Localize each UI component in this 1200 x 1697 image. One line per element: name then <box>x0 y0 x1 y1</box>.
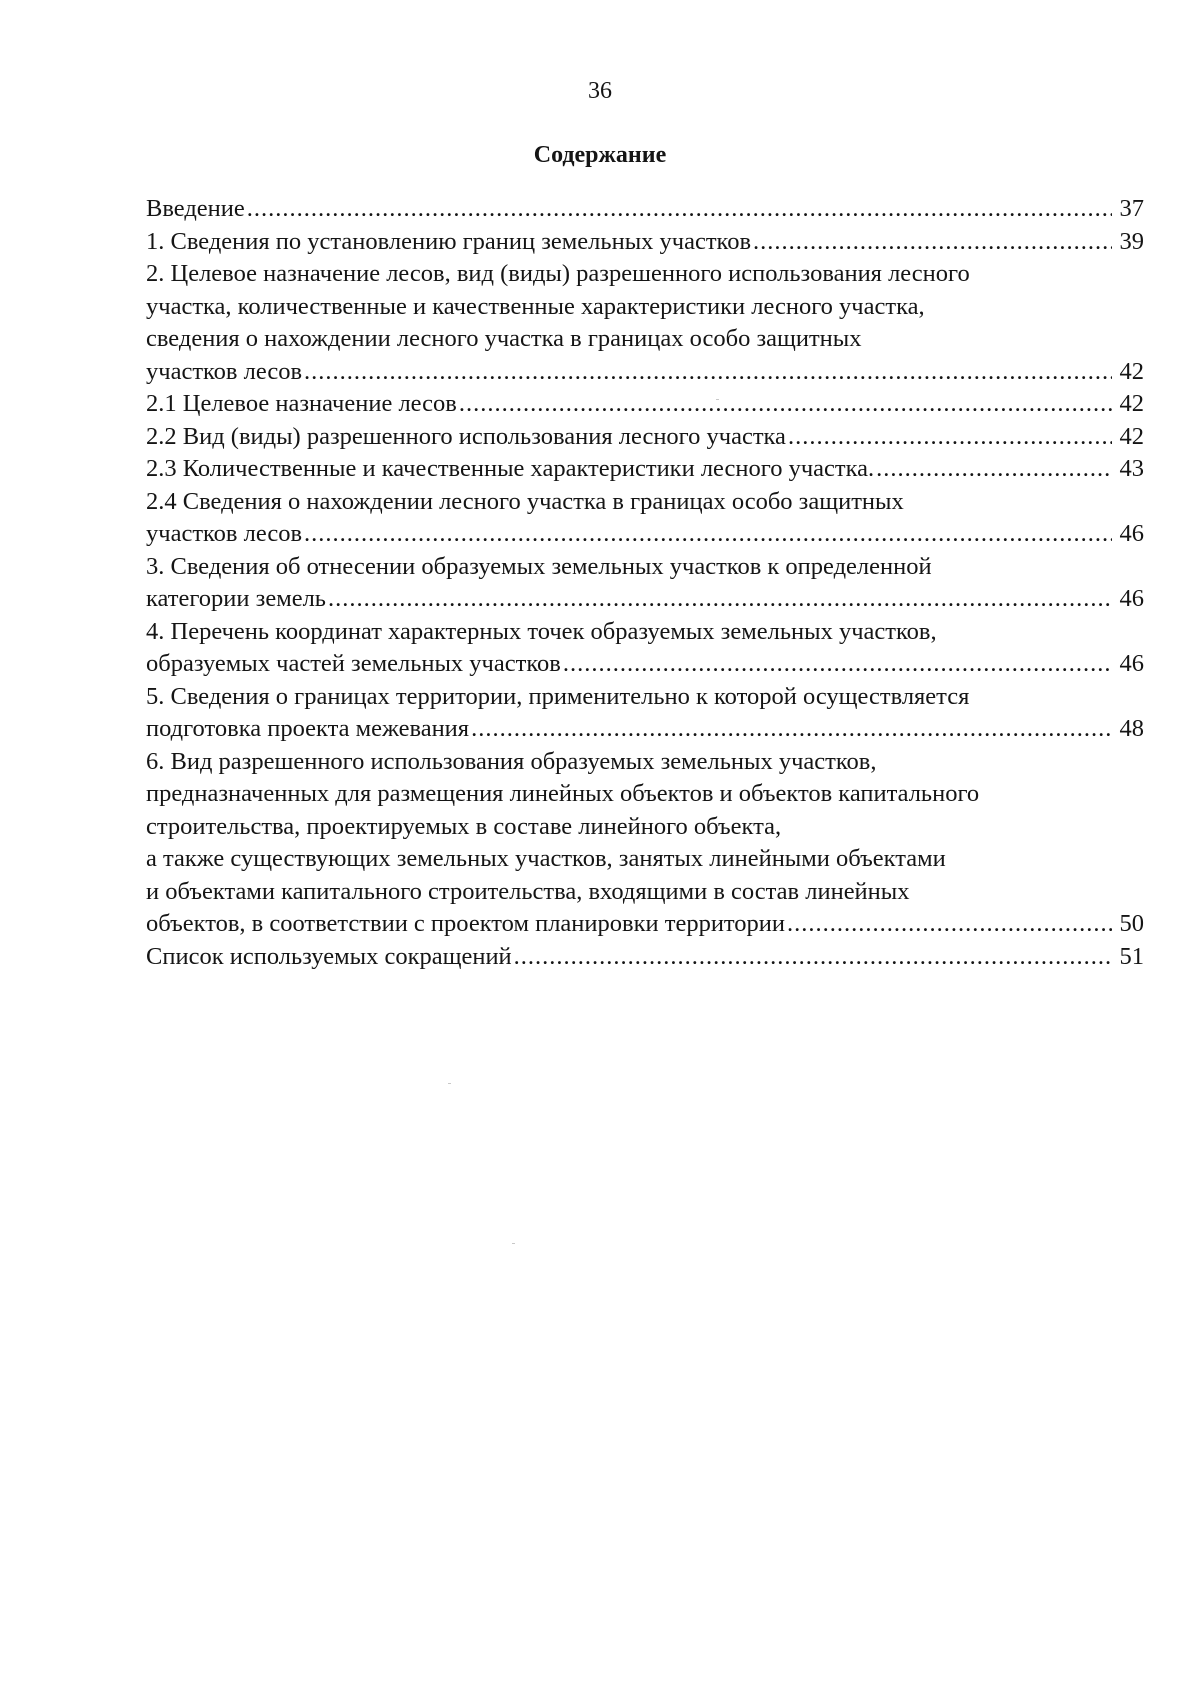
toc-entry-last-line <box>146 388 1144 421</box>
toc-entry-last-line <box>146 193 1144 226</box>
toc-entry-text-line: подготовка проекта межевания <box>146 715 470 742</box>
toc-entry-text-line: сведения о нахождении лесного участка в границах особо защитных <box>146 325 862 352</box>
toc-entry-text-line: 1. Сведения по установлению границ земельных участков <box>146 227 752 255</box>
toc-entry <box>146 681 1144 746</box>
toc-entry-text-line: 2.2 Вид (виды) разрешенного использования лесного участка <box>146 422 786 450</box>
toc-entry-text-line: 6. Вид разрешенного использования образуемых земельных участков, <box>146 747 877 775</box>
toc-entry-text-line: участка, количественные и качественные характеристики лесного участка, <box>146 292 925 320</box>
toc-entry-text-line: 3. Сведения об отнесении образуемых земельных участков к определенной <box>146 552 932 580</box>
dot-leader <box>247 193 1112 226</box>
toc-entry-text-line: Список используемых сокращений <box>146 942 512 970</box>
toc-entry <box>146 746 1144 941</box>
toc-page-number: 46 <box>1119 585 1144 612</box>
dot-leader <box>514 941 1112 974</box>
scan-speck <box>448 1083 451 1084</box>
toc-entry-text-line: 2. Целевое назначение лесов, вид (виды) разрешенного использования лесного <box>146 260 970 287</box>
toc-entry-text-line: 4. Перечень координат характерных точек образуемых земельных участков, <box>146 617 937 645</box>
dot-leader <box>304 518 1112 551</box>
toc-entry <box>146 486 1144 551</box>
toc-entry-text-line: 2.1 Целевое назначение лесов <box>146 390 457 417</box>
dot-leader <box>459 388 1112 421</box>
toc-entry-last-line <box>146 648 1144 681</box>
toc-entry <box>146 941 1144 974</box>
toc-entry-last-line <box>146 713 1144 746</box>
toc-entry <box>146 226 1144 259</box>
toc-entry-last-line <box>146 908 1144 941</box>
toc-entry-last-line <box>146 941 1144 974</box>
dot-leader <box>328 583 1112 616</box>
toc-page-number: 43 <box>1119 455 1144 482</box>
toc-page-number: 50 <box>1119 910 1144 937</box>
dot-leader <box>876 453 1112 486</box>
dot-leader <box>563 648 1112 681</box>
scan-speck <box>512 1243 515 1244</box>
toc-page-number: 42 <box>1119 357 1144 385</box>
toc-page-number: 48 <box>1119 715 1144 742</box>
dot-leader <box>788 421 1112 454</box>
toc-entry-text-line: 2.3 Количественные и качественные характеристики лесного участка. <box>146 455 875 482</box>
toc-entry <box>146 193 1144 226</box>
toc-entry-text-line: объектов, в соответствии с проектом планировки территории <box>146 910 786 937</box>
toc-entry-text-line: участков лесов <box>146 357 303 385</box>
toc-page-number: 39 <box>1119 227 1144 255</box>
toc-page-number: 42 <box>1119 390 1144 417</box>
toc-entry-last-line <box>146 453 1144 486</box>
dot-leader <box>471 713 1112 746</box>
toc-entry <box>146 551 1144 616</box>
table-of-contents <box>146 193 1144 973</box>
toc-entry-text-line: образуемых частей земельных участков <box>146 650 561 677</box>
toc-page-number: 46 <box>1119 650 1144 677</box>
toc-page-number: 37 <box>1119 195 1144 222</box>
toc-entry <box>146 453 1144 486</box>
toc-page-number: 51 <box>1119 942 1144 970</box>
toc-entry-text-line: 2.4 Сведения о нахождении лесного участка в границах особо защитных <box>146 487 904 515</box>
toc-entry-last-line <box>146 518 1144 551</box>
toc-entry <box>146 421 1144 454</box>
toc-entry-text-line: категории земель <box>146 585 326 612</box>
scan-speck <box>716 399 719 400</box>
dot-leader <box>304 356 1112 389</box>
toc-entry-last-line <box>146 226 1144 259</box>
toc-page-number: 42 <box>1119 422 1144 450</box>
toc-entry-text-line: строительства, проектируемых в составе линейного объекта, <box>146 812 782 840</box>
toc-entry-text-line: Введение <box>146 195 245 222</box>
toc-entry-last-line <box>146 583 1144 616</box>
toc-entry-text-line: и объектами капитального строительства, входящими в состав линейных <box>146 877 910 905</box>
toc-entry <box>146 388 1144 421</box>
toc-entry <box>146 258 1144 388</box>
toc-entry-text-line: предназначенных для размещения линейных объектов и объектов капитального <box>146 780 980 807</box>
toc-entry-last-line <box>146 421 1144 454</box>
dot-leader <box>787 908 1112 941</box>
toc-entry-text-line: 5. Сведения о границах территории, применительно к которой осуществляется <box>146 682 970 710</box>
toc-title: Содержание <box>533 142 667 168</box>
toc-entry-text-line: участков лесов <box>146 520 303 547</box>
toc-entry-text-line: а также существующих земельных участков, занятых линейными объектами <box>146 845 946 872</box>
page-number: 36 <box>588 78 612 104</box>
toc-entry-last-line <box>146 356 1144 389</box>
toc-entry <box>146 616 1144 681</box>
toc-page-number: 46 <box>1119 520 1144 547</box>
dot-leader <box>753 226 1112 259</box>
